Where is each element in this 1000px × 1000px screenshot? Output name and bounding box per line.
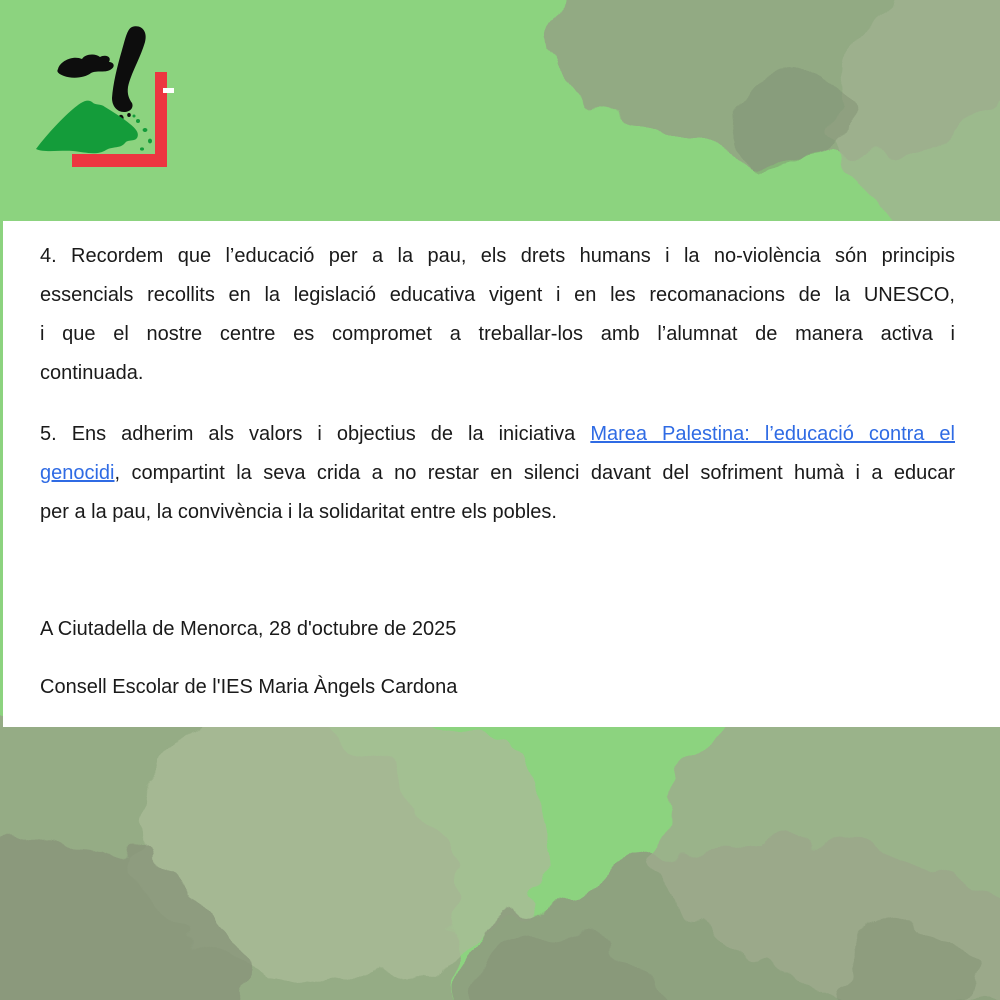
- text-line: essencials recollits en la legislació educativa vigent i en les recomanacions de la UNESCO,: [40, 284, 955, 306]
- school-logo: [0, 0, 200, 190]
- text-line: 4. Recordem que l’educació per a la pau, els drets humans i la no-violència són principis: [40, 245, 955, 267]
- paragraph-5: [40, 415, 955, 532]
- signature-line: Consell Escolar de l'IES Maria Àngels Cardona: [40, 676, 458, 698]
- marea-palestina-link-continued[interactable]: genocidi: [40, 462, 115, 484]
- text-line: i que el nostre centre es compromet a treballar-los amb l’alumnat de manera activa i: [40, 323, 955, 345]
- place-date-line: A Ciutadella de Menorca, 28 d'octubre de 2025: [40, 618, 457, 640]
- logo-black-stroke-icon: [112, 26, 146, 123]
- logo-white-dash-icon: [163, 88, 174, 93]
- text-line: continuada.: [40, 362, 144, 384]
- document-card: [3, 221, 1000, 727]
- text-line: per a la pau, la convivència i la solidaritat entre els pobles.: [40, 501, 557, 523]
- paragraph-4: [40, 237, 955, 393]
- text-line: [40, 454, 955, 493]
- logo-green-mountain-icon: [36, 101, 152, 154]
- marea-palestina-link[interactable]: Marea Palestina: l’educació contra el: [590, 423, 955, 445]
- paragraph-5-text: , compartint la seva crida a no restar en silenci davant del sofriment humà i a educar: [114, 462, 955, 484]
- logo-black-swoosh-icon: [57, 55, 113, 78]
- text-line: [40, 415, 955, 454]
- paragraph-5-text: 5. Ens adherim als valors i objectius de la iniciativa: [40, 423, 591, 445]
- cloud-top-right-dark-spot: [730, 75, 850, 165]
